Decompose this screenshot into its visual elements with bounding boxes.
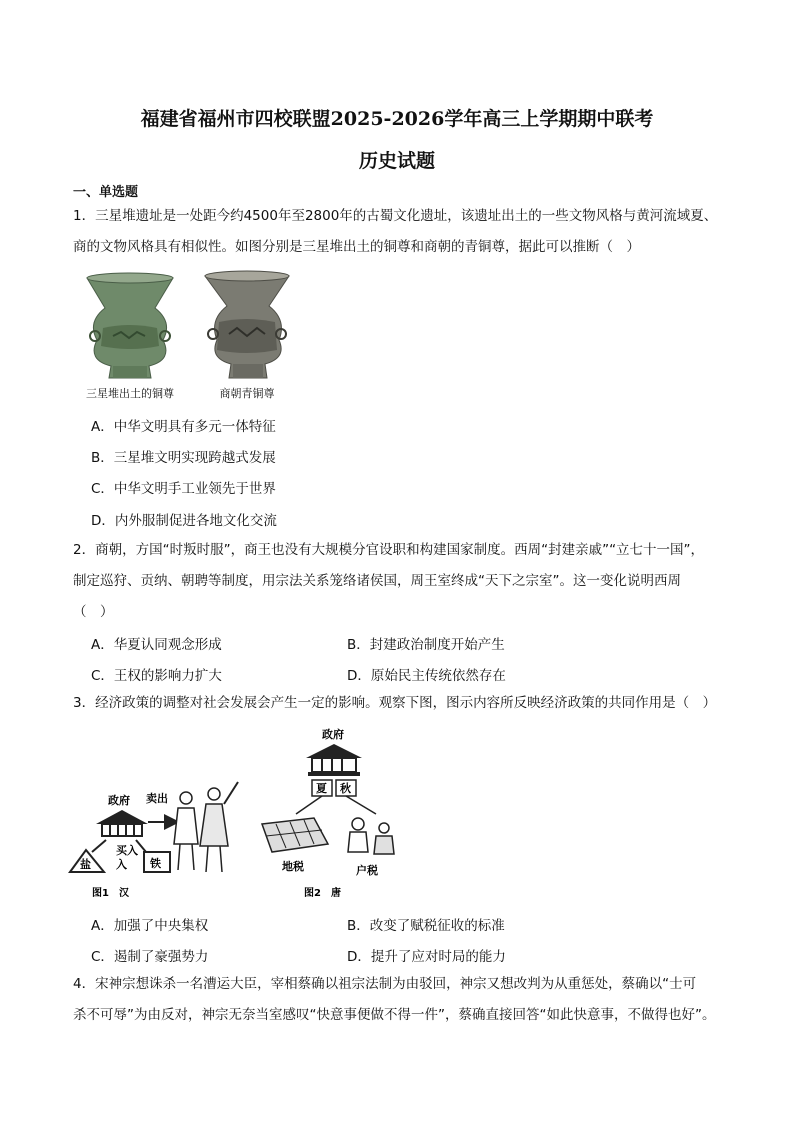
- caption-sanxingdui: 三星堆出土的铜尊: [86, 387, 174, 400]
- exam-subtitle: 历史试题: [358, 150, 435, 172]
- question-3-option-b[interactable]: B．改变了赋税征收的标准: [347, 918, 505, 934]
- caption-shang: 商朝青铜尊: [219, 387, 275, 400]
- question-3-line-1: 3．经济政策的调整对社会发展会产生一定的影响。观察下图，图示内容所反映经济政策的共同作用是（ ）: [73, 695, 717, 711]
- economic-policy-figure: [66, 724, 426, 904]
- tang-gov-label: 政府: [322, 728, 344, 741]
- question-3-option-c[interactable]: C．遏制了豪强势力: [91, 949, 209, 965]
- section-heading: 一、单选题: [73, 185, 139, 200]
- sanxingdui-zun-image: [87, 273, 173, 378]
- tang-summer-label: 夏: [316, 782, 327, 795]
- question-2-option-a[interactable]: A．华夏认同观念形成: [91, 637, 222, 653]
- han-sell-label: 卖出: [146, 792, 168, 805]
- bronze-zun-figure: [73, 270, 313, 405]
- question-2-line-2: 制定巡狩、贡纳、朝聘等制度，用宗法关系笼络诸侯国，周王室终成“天下之宗室”。这一变化说明西周: [73, 573, 681, 589]
- question-2-option-b[interactable]: B．封建政治制度开始产生: [347, 637, 505, 653]
- question-2-option-d[interactable]: D．原始民主传统依然存在: [347, 668, 506, 684]
- han-iron-label: 铁: [150, 857, 161, 870]
- farmland-icon: [262, 818, 328, 852]
- question-1-option-d[interactable]: D．内外服制促进各地文化交流: [91, 513, 277, 529]
- shang-zun-image: [205, 271, 289, 378]
- han-gov-label: 政府: [108, 794, 130, 807]
- merchant-figures-icon: [174, 782, 238, 872]
- svg-text:入: 入: [116, 858, 127, 871]
- question-1-option-a[interactable]: A．中华文明具有多元一体特征: [91, 419, 276, 435]
- question-2-line-3: （ ）: [73, 604, 114, 620]
- han-figure: [70, 782, 238, 899]
- question-3-option-a[interactable]: A．加强了中央集权: [91, 918, 209, 934]
- household-family-icon: [348, 818, 394, 854]
- han-buy-label: 买入: [116, 844, 138, 857]
- han-caption: 图1 汉: [92, 888, 129, 899]
- tang-household-tax-label: 户税: [356, 864, 378, 877]
- question-1-option-b[interactable]: B．三星堆文明实现跨越式发展: [91, 450, 276, 466]
- han-salt-label: 盐: [80, 858, 91, 871]
- question-1-line-2: 商的文物风格具有相似性。如图分别是三星堆出土的铜尊和商朝的青铜尊，据此可以推断（ ）: [73, 239, 640, 255]
- tang-caption: 图2 唐: [304, 888, 341, 899]
- tang-figure: [262, 727, 394, 899]
- question-1-line-1: 1．三星堆遗址是一处距今约4500年至2800年的古蜀文化遗址，该遗址出土的一些文物风格与黄河流域夏、: [73, 208, 718, 224]
- tang-government-building-icon: [306, 744, 362, 776]
- question-4-line-2: 杀不可辱”为由反对，神宗无奈当室感叹“快意事便做不得一件”，蔡确直接回答“如此快意事，不做得也好”。: [73, 1007, 716, 1023]
- tang-autumn-label: 秋: [340, 782, 351, 795]
- tang-land-tax-label: 地税: [282, 860, 304, 873]
- exam-title: 福建省福州市四校联盟2025-2026学年高三上学期期中联考: [140, 108, 654, 130]
- question-2-line-1: 2．商朝，方国“时叛时服”，商王也没有大规模分官设职和构建国家制度。西周“封建亲戚”“立七十一国”，: [73, 542, 705, 558]
- question-2-option-c[interactable]: C．王权的影响力扩大: [91, 668, 222, 684]
- question-3-option-d[interactable]: D．提升了应对时局的能力: [347, 949, 506, 965]
- question-4-line-1: 4．宋神宗想诛杀一名漕运大臣，宰相蔡确以祖宗法制为由驳回，神宗又想改判为从重惩处，蔡确以“士可: [73, 976, 697, 992]
- question-1-option-c[interactable]: C．中华文明手工业领先于世界: [91, 481, 276, 497]
- han-government-building-icon: [96, 810, 148, 836]
